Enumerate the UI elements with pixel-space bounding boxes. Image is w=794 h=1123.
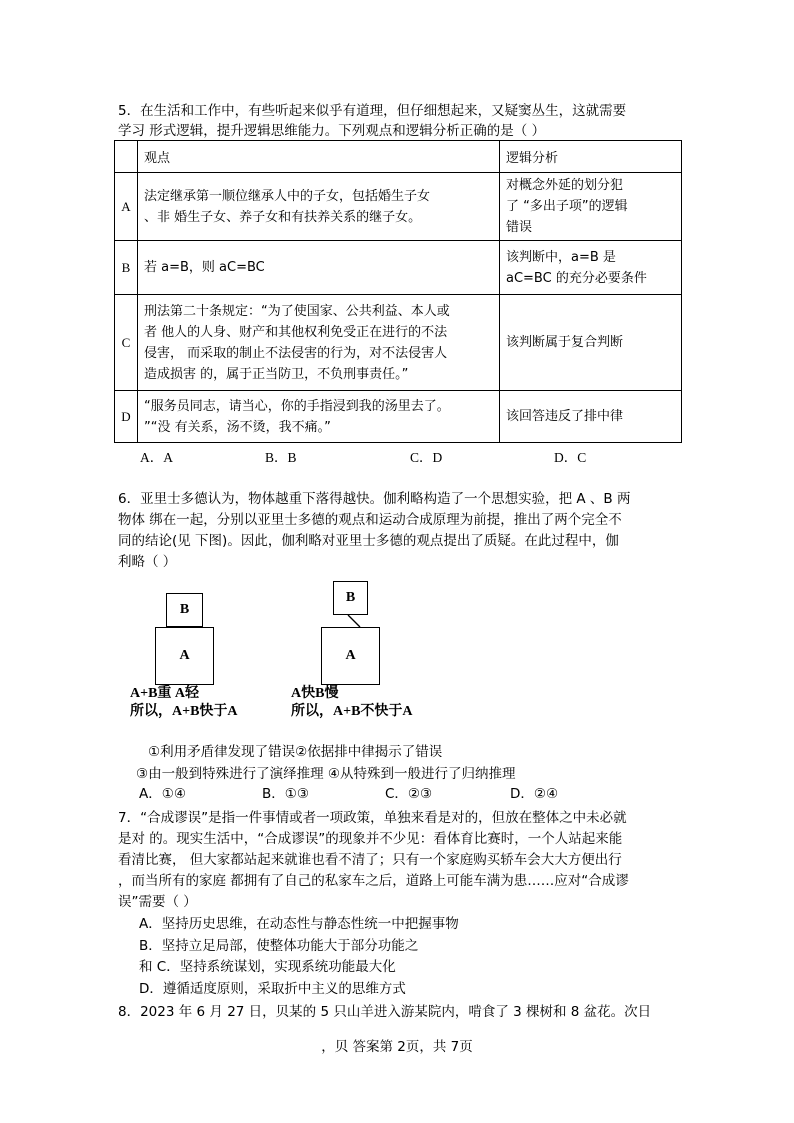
q6-statement2: ③由一般到特殊进行了演绎推理 ④从特殊到一般进行了归纳推理	[136, 766, 516, 782]
page-footer: ，贝 答案第 2页，共 7页	[321, 1039, 473, 1055]
analysis-line: 错误	[506, 220, 533, 235]
table-header-view: 观点	[138, 141, 500, 173]
q6-option-d[interactable]: D．②④	[510, 786, 559, 802]
table-header-row	[115, 141, 682, 173]
row-analysis	[500, 241, 682, 295]
right-caption1: A快B慢	[291, 686, 339, 701]
view-line: 造成损害 的，属于正当防卫，不负刑事责任。”	[144, 366, 409, 382]
q6-stem-line4: 利略（ ）	[118, 554, 177, 570]
q7-option-b[interactable]: B．坚持立足局部，使整体功能大于部分功能之	[139, 938, 419, 954]
q7-option-c[interactable]: 和 C．坚持系统谋划，实现系统功能最大化	[139, 959, 396, 975]
q6-option-c[interactable]: C．②③	[385, 786, 433, 802]
row-view	[138, 241, 500, 295]
q5-option-d[interactable]: D．C	[554, 450, 587, 465]
analysis-line: aC=BC 的充分必要条件	[506, 270, 647, 286]
q5-logic-table	[114, 140, 682, 443]
table-header-analysis: 逻辑分析	[500, 141, 682, 173]
q7-stem-line5: 误”需要（ ）	[118, 894, 197, 910]
left-box-a: A	[155, 627, 214, 685]
row-label: B	[115, 241, 138, 295]
analysis-line: 该判断属于复合判断	[506, 335, 624, 350]
q6-stem-line1: 6．亚里士多德认为，物体越重下落得越快。伽利略构造了一个思想实验，把 A 、B 两	[118, 491, 631, 507]
analysis-line: 对概念外延的划分犯	[506, 178, 624, 193]
q6-stem-line3: 同的结论(见 下图)。因此，伽利略对亚里士多德的观点提出了质疑。在此过程中，伽	[118, 533, 619, 549]
view-line: 者 他人的人身、财产和其他权利免受正在进行的不法	[144, 324, 448, 340]
view-line: ”“没 有关系，汤不烫，我不痛。”	[144, 419, 331, 435]
row-analysis	[500, 295, 682, 391]
row-view	[138, 295, 500, 391]
q6-statement1: ①利用矛盾律发现了错误②依据排中律揭示了错误	[148, 744, 443, 760]
q5-option-b[interactable]: B．B	[265, 450, 297, 465]
row-analysis	[500, 391, 682, 443]
right-box-b: B	[333, 581, 368, 615]
table-row	[115, 173, 682, 241]
right-box-a: A	[321, 627, 380, 685]
q7-option-a[interactable]: A．坚持历史思维，在动态性与静态性统一中把握事物	[139, 916, 459, 932]
table-row	[115, 391, 682, 443]
q7-stem-line2: 是对 的。现实生活中，“合成谬误”的现象并不少见：看体育比赛时，一个人站起来能	[118, 831, 623, 847]
view-line: 、非 婚生子女、养子女和有扶养关系的继子女。	[144, 209, 422, 225]
left-caption2: 所以，A+B快于A	[130, 704, 238, 719]
left-caption1: A+B重 A轻	[130, 686, 200, 701]
row-view	[138, 391, 500, 443]
q6-stem-line2: 物体 绑在一起，分别以亚里士多德的观点和运动合成原理为前提，推出了两个完全不	[118, 512, 622, 528]
row-analysis	[500, 173, 682, 241]
q6-option-b[interactable]: B．①③	[262, 786, 309, 802]
analysis-line: 该判断中，a=B 是	[506, 249, 616, 265]
row-view	[138, 173, 500, 241]
left-box-b: B	[166, 593, 203, 627]
row-label: D	[115, 391, 138, 443]
q7-stem-line3: 看清比赛， 但大家都站起来就谁也看不清了；只有一个家庭购买轿车会大大方便出行	[118, 852, 622, 868]
table-row	[115, 295, 682, 391]
table-header-blank	[115, 141, 138, 173]
row-label: C	[115, 295, 138, 391]
q7-option-d[interactable]: D．遵循适度原则，采取折中主义的思维方式	[139, 981, 406, 997]
q5-option-c[interactable]: C．D	[410, 450, 443, 465]
q6-option-a[interactable]: A．①④	[139, 786, 186, 802]
analysis-line: 该回答违反了排中律	[506, 409, 624, 424]
view-line: 若 a=B，则 aC=BC	[144, 260, 265, 275]
view-line: 侵害， 而采取的制止不法侵害的行为，对不法侵害人	[144, 345, 448, 361]
analysis-line: 了 “多出子项”的逻辑	[506, 199, 628, 214]
connector-segment	[348, 615, 360, 627]
q8-stem: 8．2023 年 6 月 27 日，贝某的 5 只山羊进入游某院内，啃食了 3 棵树和 8 盆花。次日	[118, 1004, 652, 1020]
view-line: 刑法第二十条规定：“为了使国家、公共利益、本人或	[144, 303, 450, 319]
q5-stem-line2: 学习 形式逻辑，提升逻辑思维能力。下列观点和逻辑分析正确的是（ ）	[118, 123, 546, 139]
q5-option-a[interactable]: A．A	[140, 450, 173, 465]
q7-stem-line4: ，而当所有的家庭 都拥有了自己的私家车之后，道路上可能车满为患……应对“合成谬	[118, 873, 629, 889]
right-caption2: 所以，A+B不快于A	[291, 704, 413, 719]
q7-stem-line1: 7．“合成谬误”是指一件事情或者一项政策，单独来看是对的，但放在整体之中未必就	[118, 810, 627, 826]
row-label: A	[115, 173, 138, 241]
q5-stem-line1: 5．在生活和工作中，有些听起来似乎有道理，但仔细想起来，又疑窦丛生，这就需要	[118, 103, 627, 119]
view-line: 法定继承第一顺位继承人中的子女，包括婚生子女	[144, 188, 431, 204]
table-row	[115, 241, 682, 295]
view-line: “服务员同志，请当心，你的手指浸到我的汤里去了。	[144, 398, 450, 414]
